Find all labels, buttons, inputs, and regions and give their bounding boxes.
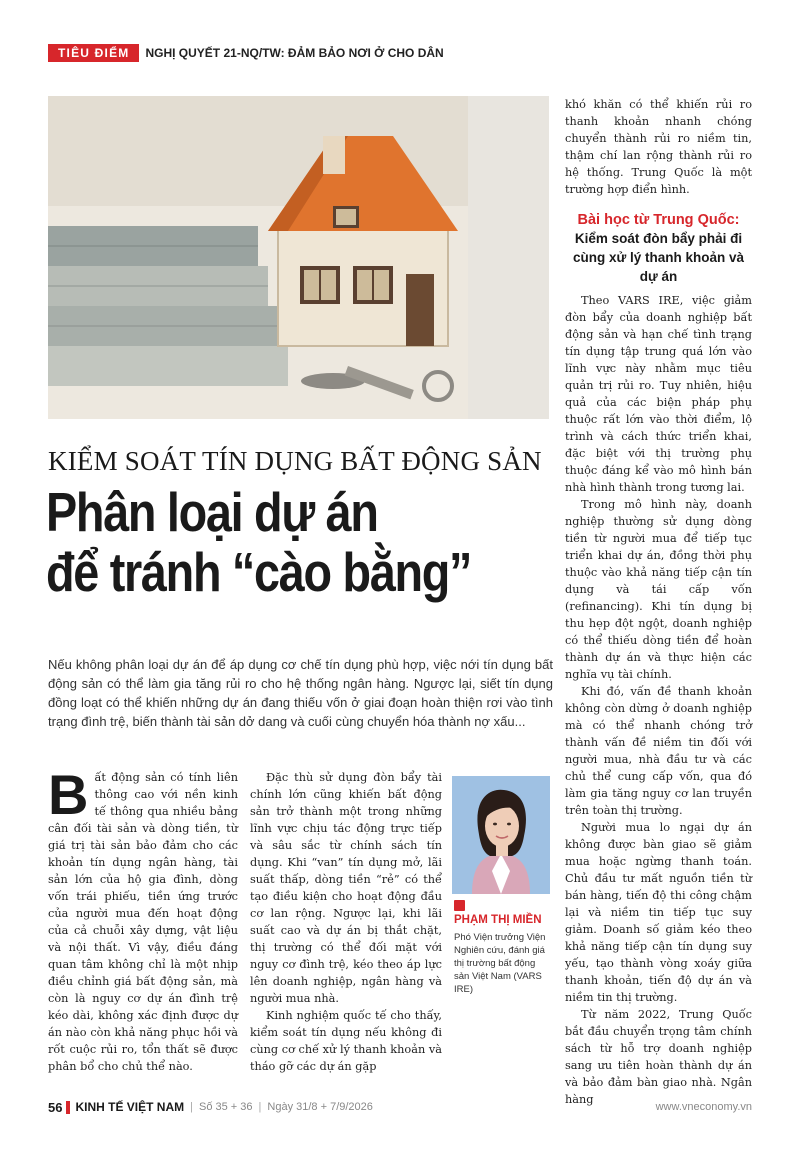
footer-separator: |	[190, 1101, 193, 1113]
footer-separator: |	[258, 1101, 262, 1113]
issue-number: Số 35 + 36	[199, 1101, 253, 1113]
footer-bar-icon	[66, 1101, 70, 1114]
house-on-money-icon	[48, 96, 549, 419]
caption-role: Phó Viện trưởng Viện Nghiên cứu, đánh giá thị trường bất động sản Việt Nam (VARS IRE)	[454, 932, 546, 995]
subheading-black: Kiểm soát đòn bẩy phải đi cùng xử lý thanh khoản và dự án	[572, 231, 745, 284]
column-1-paragraph: ất động sản có tính liên thông cao với nền kinh tế thông qua nhiều bảng cân đối tài sản và dòng tiền, từ giá trị tài sản bảo đảm cho các khoản tín dụng ngân hàng, tài sản lớn của hộ gia đình, dòng vốn trái phiếu, tiền ứng trước của người mua đến hoạt động của cả chuỗi xây dựng, vật liệu và nội thất. Vì vậy, điều đáng quan tâm không chỉ là một nhịp điều chỉnh giá bất động sản, mà còn là nguy cơ dự án đình trệ kéo dài, không xác định được dự án nào còn khả năng phục hồi và rốt cuộc rủi ro, tổn thất sẽ được phân bổ cho chủ thể nào.	[48, 771, 238, 1073]
column-3-paragraph-0: khó khăn có thể khiến rủi ro thanh khoản nhanh chóng chuyển thành rủi ro niềm tin, thậm chí lan rộng thành rủi ro hệ thống. Trung Quốc là một trường hợp điển hình.	[565, 98, 752, 196]
page-footer	[48, 1098, 752, 1116]
sapo: Nếu không phân loại dự án để áp dụng cơ chế tín dụng phù hợp, việc nới tín dụng bất động sản có thể làm gia tăng rủi ro cho hệ thống ngân hàng. Ngược lại, siết tín dụng đồng loạt có thể khiến những dự án đang thiếu vốn ở giai đoạn hoàn thiện rơi vào tình trạng đình trệ, biến thành tài sản dở dang và cuối cùng chuyển hóa thành nợ xấu...	[48, 657, 553, 729]
column-2	[250, 769, 442, 1075]
headline-line-2: để tránh “cào bằng”	[46, 541, 472, 603]
column-2-paragraph-1: Đặc thù sử dụng đòn bẩy tài chính lớn cũng khiến bất động sản trở thành một trong những lĩnh vực chịu tác động trực tiếp và sâu sắc từ chính sách tín dụng. Khi “van” tín dụng mở, lãi suất thấp, dòng tiền “rẻ” có thể tạo điều kiện cho hoạt động đầu cơ lan rộng. Ngược lại, khi lãi suất cao và dự án bị thắt chặt, thị trường có thể đối mặt với nguy cơ đình trệ, kéo theo áp lực lên doanh nghiệp, ngân hàng và người mua nhà.	[250, 771, 442, 1005]
lead-photo	[48, 96, 549, 419]
column-3	[565, 96, 752, 1108]
section-header	[48, 44, 444, 62]
column-1	[48, 763, 238, 1075]
magazine-name: KINH TẾ VIỆT NAM	[75, 1100, 185, 1114]
column-3-paragraph-1: Theo VARS IRE, việc giảm đòn bẩy của doanh nghiệp bất động sản và hạn chế tình trạng tín dụng tập trung quá lớn vào lĩnh vực này nhằm mục tiêu quản trị rủi ro. Tuy nhiên, hiệu quả của các biện pháp phụ thuộc rất lớn vào thời điểm, lộ trình và cách thức triển khai, đặc biệt với thị trường phụ thuộc đáng kể vào mô hình bán nhà hình thành trong tương lai.	[565, 294, 752, 494]
caption-marker-icon	[454, 900, 465, 911]
caption-name: PHẠM THỊ MIỀN	[454, 914, 542, 926]
column-3-paragraph-2: Trong mô hình này, doanh nghiệp thường sử dụng dòng tiền từ người mua để tiếp tục triển khai dự án, đồng thời phụ thuộc vào khả năng tiếp cận tín dụng và tái cấp vốn (refinancing). Khi tín dụng bị thu hẹp đột ngột, doanh nghiệp có thể thiếu dòng tiền để hoàn thành dự án và thực hiện các nghĩa vụ tài chính.	[565, 498, 752, 681]
page-number: 56	[48, 1099, 63, 1115]
column-3-paragraph-3: Khi đó, vấn đề thanh khoản không còn dừng ở doanh nghiệp mà có thể nhanh chóng trở thành vấn đề niềm tin đối với người mua, nhà đầu tư và các chủ thể cung cấp vốn, qua đó làm gia tăng nguy cơ lan truyền trên toàn thị trường.	[565, 685, 752, 817]
portrait-woman-icon	[452, 776, 550, 894]
issue-date: Ngày 31/8 + 7/9/2026	[267, 1101, 373, 1113]
portrait	[452, 776, 550, 894]
drop-cap: B	[48, 763, 89, 826]
series-title: NGHỊ QUYẾT 21-NQ/TW: ĐẢM BẢO NƠI Ở CHO DÂN	[145, 46, 444, 60]
column-2-paragraph-2: Kinh nghiệm quốc tế cho thấy, kiểm soát tín dụng nếu không đi cùng cơ chế xử lý thanh khoản và tháo gỡ các dự án gặp	[250, 1009, 442, 1073]
kicker: KIỂM SOÁT TÍN DỤNG BẤT ĐỘNG SẢN	[48, 446, 542, 476]
headline	[46, 482, 566, 602]
headline-line-1: Phân loại dự án	[46, 481, 378, 543]
website-url: www.vneconomy.vn	[655, 1101, 752, 1113]
section-tag: TIÊU ĐIỂM	[48, 44, 139, 62]
subheading-red: Bài học từ Trung Quốc:	[577, 212, 740, 228]
column-3-paragraph-4: Người mua lo ngại dự án không được bàn giao sẽ giảm mua hoặc ngừng thanh toán. Chủ đầu tư mất nguồn tiền từ bán hàng, tiến độ thi công chậm lại và niềm tin tiếp tục suy giảm. Doanh số giảm kéo theo khả năng tiếp cận tín dụng suy yếu, tạo thành vòng xoáy giữa thanh khoản, tiến độ dự án và niềm tin thị trường.	[565, 821, 752, 1004]
column-3-paragraph-5: Từ năm 2022, Trung Quốc bắt đầu chuyển trọng tâm chính sách từ hỗ trợ doanh nghiệp sang ưu tiên hoàn thành dự án và bảo đảm bàn giao nhà. Ngân hàng	[565, 1008, 752, 1106]
